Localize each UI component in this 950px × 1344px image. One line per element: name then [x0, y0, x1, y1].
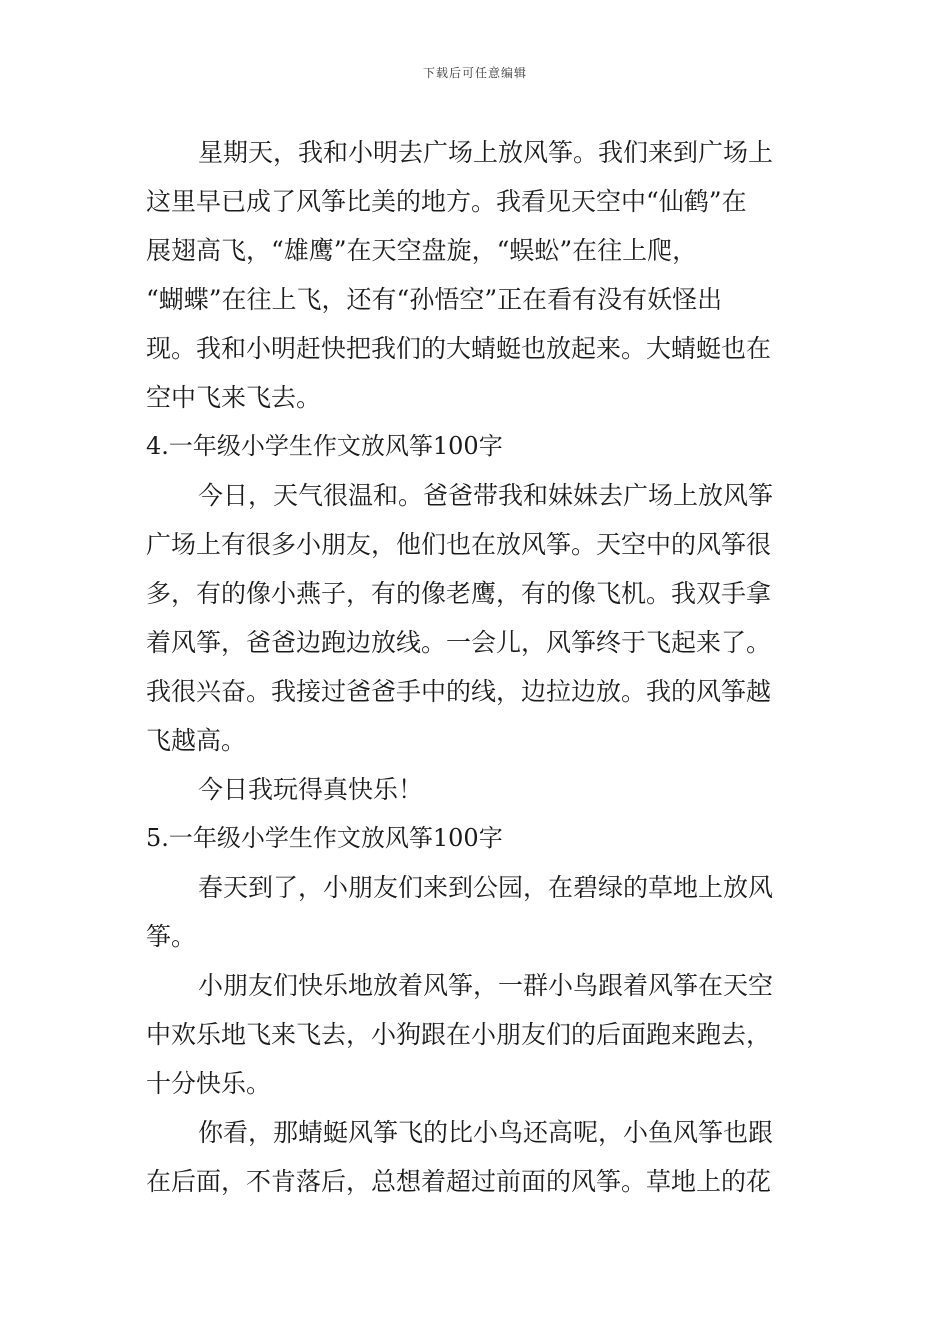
document-body [146, 128, 808, 1206]
text-line: 今日我玩得真快乐！ [198, 775, 424, 804]
text-line: 筝。 [146, 922, 197, 951]
page-header-note: 下载后可任意编辑 [422, 66, 527, 80]
text-line: 飞越高。 [146, 726, 247, 755]
section-heading: 5.一年级小学生作文放风筝100字 [146, 824, 503, 852]
text-line: “蝴蝶”在往上飞，还有“孙悟空”正在看有没有妖怪出 [146, 285, 723, 314]
text-line: 你看，那蜻蜓风筝飞的比小鸟还高呢，小鱼风筝也跟 [198, 1118, 774, 1147]
text-line: 春天到了，小朋友们来到公园，在碧绿的草地上放风 [198, 873, 774, 902]
text-line: 空中飞来飞去。 [146, 383, 322, 412]
text-line: 着风筝，爸爸边跑边放线。一会儿，风筝终于飞起来了。 [146, 628, 772, 657]
text-line: 小朋友们快乐地放着风筝，一群小鸟跟着风筝在天空 [198, 971, 774, 1000]
text-line: 展翅高飞，“雄鹰”在天空盘旋，“蜈蚣”在往上爬， [146, 236, 698, 265]
text-line: 中欢乐地飞来飞去，小狗跟在小朋友们的后面跑来跑去， [146, 1020, 772, 1049]
text-line: 这里早已成了风筝比美的地方。我看见天空中“仙鹤”在 [146, 187, 747, 216]
text-line: 星期天，我和小明去广场上放风筝。我们来到广场上 [198, 138, 774, 167]
text-line: 十分快乐。 [146, 1069, 272, 1098]
text-line: 在后面，不肯落后，总想着超过前面的风筝。草地上的花 [146, 1167, 772, 1196]
section-heading: 4.一年级小学生作文放风筝100字 [146, 432, 503, 460]
text-line: 我很兴奋。我接过爸爸手中的线，边拉边放。我的风筝越 [146, 677, 772, 706]
text-line: 现。我和小明赶快把我们的大蜻蜓也放起来。大蜻蜓也在 [146, 334, 772, 363]
text-line: 广场上有很多小朋友，他们也在放风筝。天空中的风筝很 [146, 530, 772, 559]
text-line: 今日，天气很温和。爸爸带我和妹妹去广场上放风筝 [198, 481, 774, 510]
text-line: 多，有的像小燕子，有的像老鹰，有的像飞机。我双手拿 [146, 579, 772, 608]
